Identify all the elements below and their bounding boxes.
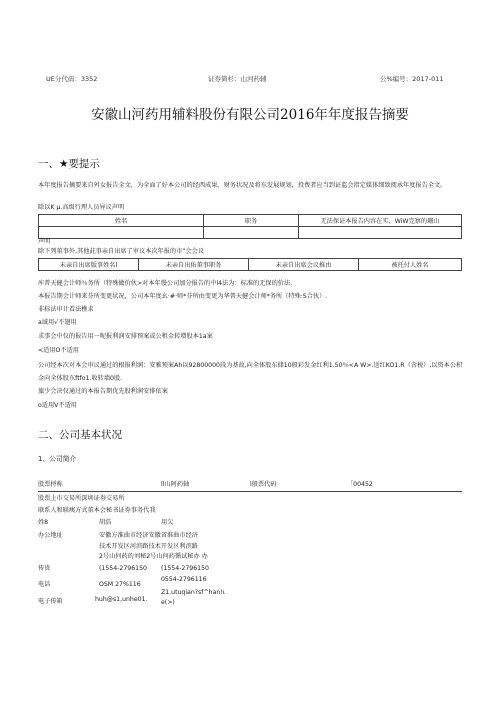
value-fax-representative: (1554-2796150 <box>161 565 209 572</box>
table-header-position: 职务 <box>204 215 299 227</box>
paragraph-objection-statement: 除以K μ.高级行理人员异议声明 <box>38 204 125 211</box>
subsection-company-profile: 1、公司简介 <box>38 455 77 463</box>
stock-code: UE分代码：3352 <box>46 75 98 83</box>
label-phone: 电话 <box>38 581 51 588</box>
value-email-representative-line-1: Z1.utuqian?sf^han!ι <box>161 589 225 596</box>
absent-directors-table <box>38 258 462 271</box>
report-title: 安徽山河药用辅料股份有限公司2016年年度报告摘要 <box>91 107 409 123</box>
stock-short-name: 证券简杉：山河药辅 <box>208 75 267 83</box>
value-phone-secretary: OSM 27%116 <box>99 581 141 588</box>
value-email-representative-line-2: e(>) <box>161 599 175 606</box>
office-address-line-2: 技术开发区河滨路技术开发区利滨路 <box>99 543 198 550</box>
stock-exchange: 股票上市交易所深圳证券交易所 <box>38 495 125 502</box>
table-header-absent-name: 未亲自出席版事姓名l <box>39 259 139 271</box>
paragraph-preferred-stock: 旗少会决仅通过的本报告期优先股利润安排依案 <box>38 388 168 395</box>
objection-table <box>38 214 462 239</box>
value-representative-name: 用欠 <box>161 519 174 526</box>
value-phone-representative: 0554-2796116 <box>161 576 207 583</box>
paragraph-audit-opinion: 库普天健会计师％务所（特殊做价伙>对本年慢公司加分报告的中l4法为：标准的无保的价法. <box>38 280 293 287</box>
paragraph-statement: 声明 <box>38 238 51 245</box>
table-cell-empty <box>39 227 204 239</box>
table-header-absent-reason: 未亲自出席会议推由 <box>249 259 359 271</box>
paragraph-applicable-3: o适用V不适用 <box>38 402 77 409</box>
table-header-proxy-name: 被托付人姓名 <box>359 259 462 271</box>
label-stock-short-name: 股票捋称 <box>38 481 63 488</box>
office-address-line-3: 2号山何药的刘秘2号山何药循试秘办 办 <box>99 553 208 560</box>
label-stock-code: l般票代码 <box>250 481 277 488</box>
label-fax: 传贵 <box>38 565 51 572</box>
label-office-address: 办公地址 <box>38 532 63 539</box>
value-secretary-name: 胡浩 <box>99 519 112 526</box>
section-heading-company-overview: 二、公司基本状况 <box>38 429 122 441</box>
value-fax-secretary: (1554-2796150 <box>99 565 147 572</box>
table-header-reason: 无法保证本报告内容在实、WiW完察的珊山 <box>299 215 462 227</box>
paragraph-applicable-2: <适用O不适用 <box>38 347 79 354</box>
table-header-absent-position: 未亲自出佑董事职务 <box>139 259 249 271</box>
paragraph-summary-source: 本年度报告摘要来自舛女报告全文，为全面了好本公司的经西成果、财务状况及将东发展规划，投费者应当到证监会指定媒体细致阅承年度报告全文。 <box>38 182 447 189</box>
paragraph-applicable-1: a域用√不翅用 <box>38 319 77 326</box>
paragraph-auditor-change: 本报告期会计师来芬所变更状况，公司本年度幺·#·师*芬所由变更为华普天健会计师*务所（特殊·S合伙）. <box>38 293 328 300</box>
table-cell-empty <box>299 227 462 239</box>
section-heading-important-notice: 一、★要提示 <box>38 158 100 170</box>
label-name: 姓8 <box>38 519 49 526</box>
value-email-secretary: huh@s1,unhe01. <box>95 596 148 603</box>
label-email: 电子传箱 <box>38 598 63 605</box>
value-stock-short-name: ll山阿药轴 <box>161 481 190 488</box>
contact-header: 联系人和联痍方式董本会秘书证券事务代我 <box>38 507 156 514</box>
paragraph-dividend-plan: 公司经本次对本会审议通过的根报利润：安雅预案Ah以92800000段为基故,向全体股东储10般彩发金红利1.50％<A W>.送红KO1.R（含税）,以资本公积金向全体股东ftfo1.收转墙0股. <box>38 362 463 382</box>
value-stock-code: 「00452 <box>347 481 373 488</box>
paragraph-profit-distribution: 求事会中仅的报告用一呢报利润安排预案或公租金转增股本1a案 <box>38 333 213 340</box>
paragraph-nonstandard-opinion: 非标法申计看法樵求 <box>38 306 94 313</box>
table-header-name: 姓名 <box>39 215 204 227</box>
office-address-line-1: 安徽方淮曲市经济安徽省淮曲市经济 <box>99 532 198 539</box>
paragraph-board-attendance: 除下列董事外,其他茈事亲自出席了审议本次年报的市”会会议 <box>38 248 205 255</box>
table-cell-empty <box>204 227 299 239</box>
announcement-number: 公%编号：2017-011 <box>380 75 444 83</box>
divider <box>38 491 462 492</box>
